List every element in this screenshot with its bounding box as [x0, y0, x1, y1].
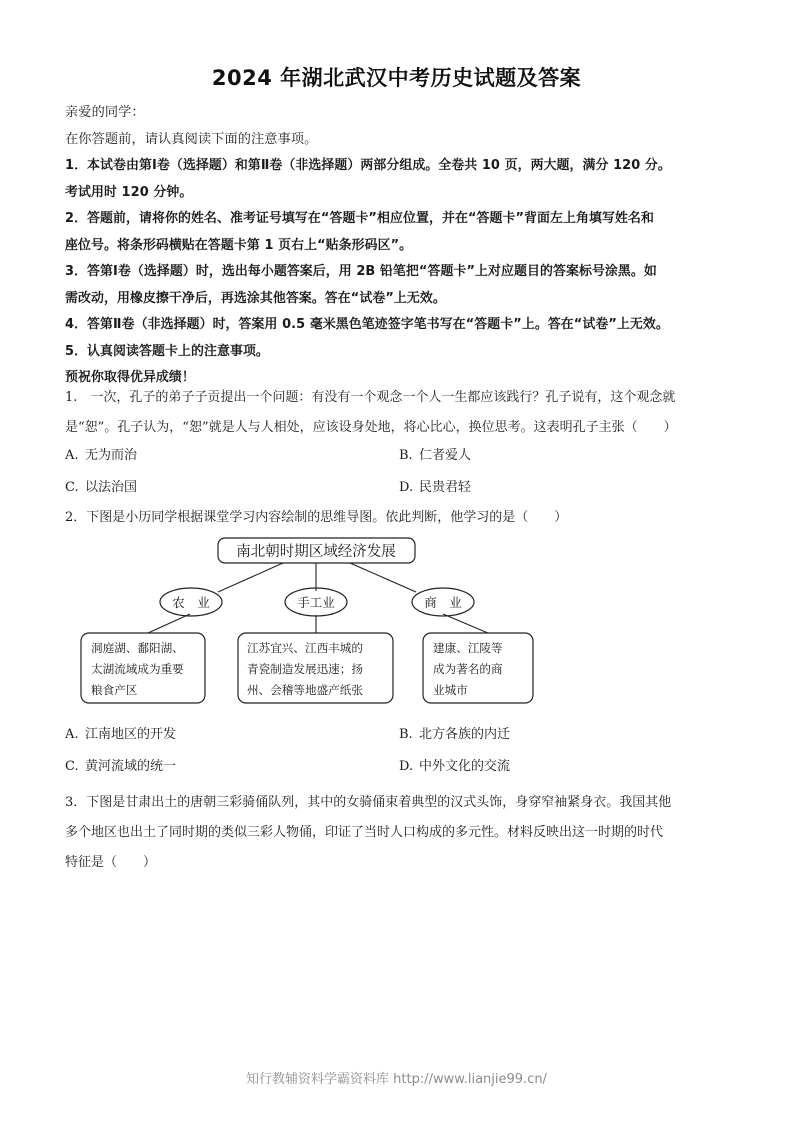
- mind-map-diagram: [78, 534, 578, 710]
- intro-line: 在你答题前，请认真阅读下面的注意事项。: [65, 131, 318, 147]
- question-stem-line: 特征是（ ）: [65, 855, 157, 870]
- detail-line: 成为著名的商: [433, 662, 503, 676]
- notice-line: 1．本试卷由第Ⅰ卷（选择题）和第Ⅱ卷（非选择题）两部分组成。全卷共 10 页，两大题，满分 120 分。: [65, 158, 671, 173]
- notice-line: 预祝你取得优异成绩！: [65, 370, 195, 385]
- option-a[interactable]: [65, 440, 399, 472]
- question-stem-line: 2．下图是小历同学根据课堂学习内容绘制的思维导图。依此判断，他学习的是（ ）: [65, 510, 568, 525]
- option-row: [65, 751, 733, 783]
- option-a[interactable]: [65, 719, 399, 751]
- question-3-stem: [65, 788, 733, 878]
- option-mark: C.: [65, 759, 79, 774]
- notice-line: 需改动，用橡皮擦干净后，再选涂其他答案。答在“试卷”上无效。: [65, 290, 446, 306]
- salutation: 亲爱的同学：: [65, 105, 145, 120]
- branch-label-agriculture: 农 业: [172, 595, 210, 610]
- question-2-options: [65, 719, 733, 783]
- page-title: 2024 年湖北武汉中考历史试题及答案: [211, 66, 582, 90]
- option-mark: D.: [399, 480, 414, 495]
- question-stem-line: 多个地区也出土了同时期的类似三彩人物俑，印证了当时人口构成的多元性。材料反映出这一时期的时代: [65, 825, 664, 840]
- detail-line: 洞庭湖、鄱阳湖、: [91, 641, 184, 655]
- question-2-stem: [65, 503, 733, 533]
- option-mark: C.: [65, 480, 79, 495]
- option-label: 江南地区的开发: [85, 727, 177, 742]
- question-1-options: [65, 440, 733, 504]
- option-row: [65, 472, 733, 504]
- branch-label-commerce: 商 业: [424, 595, 462, 610]
- detail-line: 青瓷制造发展迅速；扬: [247, 662, 363, 676]
- notice-line: 4．答第Ⅱ卷（非选择题）时，答案用 0.5 毫米黑色笔迹签字笔书写在“答题卡”上。答在“试卷”上无效。: [65, 317, 669, 332]
- option-label: 仁者爱人: [419, 448, 472, 463]
- diagram-root-label: 南北朝时期区域经济发展: [236, 544, 396, 560]
- footer-watermark: 知行教辅资料学霸资料库 http://www.lianjie99.cn/: [246, 1072, 547, 1087]
- option-row: [65, 440, 733, 472]
- option-label: 以法治国: [85, 480, 138, 495]
- detail-line: 粮食产区: [91, 683, 138, 697]
- notice-line: 座位号。将条形码横贴在答题卡第 1 页右上“贴条形码区”。: [65, 237, 413, 253]
- option-mark: D.: [399, 759, 414, 774]
- detail-line: 州、会稽等地盛产纸张: [247, 683, 363, 697]
- notice-line: 3．答第Ⅰ卷（选择题）时，选出每小题答案后，用 2B 铅笔把“答题卡”上对应题目的答案标号涂黑。如: [65, 264, 657, 279]
- question-stem-line: 3．下图是甘肃出土的唐朝三彩骑俑队列，其中的女骑俑束着典型的汉式头饰，身穿窄袖紧身衣。我国其他: [65, 795, 672, 810]
- option-c[interactable]: [65, 472, 399, 504]
- option-b[interactable]: [399, 719, 733, 751]
- option-label: 中外文化的交流: [419, 759, 511, 774]
- question-stem-line: 是“恕”。孔子认为，“恕”就是人与人相处，应该设身处地，将心比心，换位思考。这表明孔子主张（ ）: [65, 420, 677, 435]
- option-label: 北方各族的内迁: [419, 727, 511, 742]
- detail-line: 建康、江陵等: [433, 641, 503, 655]
- notice-line: 5．认真阅读答题卡上的注意事项。: [65, 343, 269, 359]
- question-stem-line: 1. 一次，孔子的弟子子贡提出一个问题：有没有一个观念一个人一生都应该践行？孔子说有，这个观念就: [65, 390, 676, 405]
- option-mark: A.: [65, 448, 79, 463]
- option-mark: B.: [399, 448, 413, 463]
- option-b[interactable]: [399, 440, 733, 472]
- option-d[interactable]: [399, 472, 733, 504]
- notice-line: 2．答题前，请将你的姓名、准考证号填写在“答题卡”相应位置，并在“答题卡”背面左上角填写姓名和: [65, 211, 654, 226]
- detail-line: 江苏宜兴、江西丰城的: [247, 641, 363, 655]
- notice-list: [65, 153, 733, 392]
- option-label: 民贵君轻: [419, 480, 472, 495]
- option-d[interactable]: [399, 751, 733, 783]
- detail-line: 业城市: [433, 683, 468, 697]
- option-row: [65, 719, 733, 751]
- option-label: 无为而治: [85, 448, 138, 463]
- option-mark: B.: [399, 727, 413, 742]
- detail-line: 太湖流域成为重要: [91, 662, 184, 676]
- option-label: 黄河流域的统一: [85, 759, 177, 774]
- question-1-stem: [65, 383, 733, 443]
- branch-label-handicraft: 手工业: [297, 595, 335, 610]
- instructions-block: [65, 100, 733, 392]
- notice-line: 考试用时 120 分钟。: [65, 184, 193, 200]
- option-mark: A.: [65, 727, 79, 742]
- option-c[interactable]: [65, 751, 399, 783]
